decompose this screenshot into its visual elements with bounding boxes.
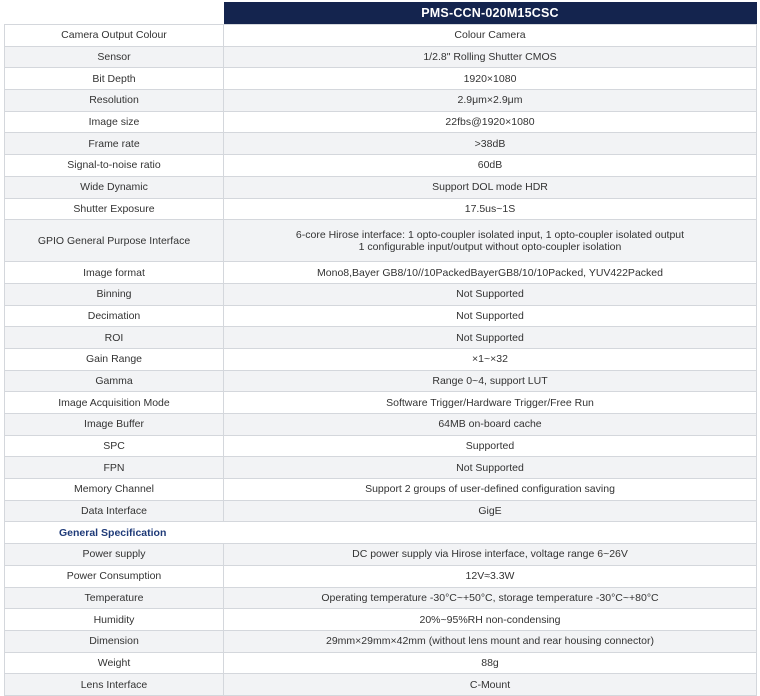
table-row: [5, 435, 757, 457]
spec-label: ROI: [5, 327, 224, 349]
spec-value: Supported: [224, 435, 757, 457]
table-row: [5, 674, 757, 696]
spec-value: 64MB on-board cache: [224, 414, 757, 436]
table-row: [5, 176, 757, 198]
table-row: [5, 587, 757, 609]
table-row: [5, 220, 757, 262]
spec-label: Decimation: [5, 305, 224, 327]
spec-label: Camera Output Colour: [5, 25, 224, 47]
spec-label: Resolution: [5, 90, 224, 112]
spec-label: Memory Channel: [5, 479, 224, 501]
spec-label: GPIO General Purpose Interface: [5, 220, 224, 262]
spec-value: C-Mount: [224, 674, 757, 696]
model-name-header: PMS-CCN-020M15CSC: [224, 2, 757, 25]
table-row: [5, 392, 757, 414]
section-row: [5, 522, 757, 544]
spec-table: [4, 2, 757, 696]
spec-value: 29mm×29mm×42mm (without lens mount and rear housing connector): [224, 630, 757, 652]
spec-value: 2.9μm×2.9μm: [224, 90, 757, 112]
table-row: [5, 348, 757, 370]
table-row: [5, 652, 757, 674]
table-row: [5, 457, 757, 479]
spec-label: Power Consumption: [5, 565, 224, 587]
spec-label: Gamma: [5, 370, 224, 392]
spec-value: >38dB: [224, 133, 757, 155]
spec-value-line: 1 configurable input/output without opto-coupler isolation: [358, 240, 622, 253]
table-row: [5, 283, 757, 305]
spec-label: FPN: [5, 457, 224, 479]
spec-value: ×1~×32: [224, 348, 757, 370]
table-row: [5, 25, 757, 47]
spec-value: DC power supply via Hirose interface, voltage range 6~26V: [224, 544, 757, 566]
spec-value: Colour Camera: [224, 25, 757, 47]
table-row: [5, 133, 757, 155]
spec-value: Not Supported: [224, 327, 757, 349]
spec-value: 1/2.8" Rolling Shutter CMOS: [224, 46, 757, 68]
spec-value: 20%~95%RH non-condensing: [224, 609, 757, 631]
spec-value: 60dB: [224, 155, 757, 177]
section-title: General Specification: [5, 522, 757, 544]
spec-value: Software Trigger/Hardware Trigger/Free Run: [224, 392, 757, 414]
spec-label: Weight: [5, 652, 224, 674]
header-blank-cell: [5, 2, 224, 25]
spec-value: 88g: [224, 652, 757, 674]
table-row: [5, 370, 757, 392]
table-row: [5, 327, 757, 349]
table-row: [5, 479, 757, 501]
spec-label: Sensor: [5, 46, 224, 68]
spec-value: Not Supported: [224, 283, 757, 305]
spec-value: GigE: [224, 500, 757, 522]
table-header-row: [5, 2, 757, 25]
spec-label: Wide Dynamic: [5, 176, 224, 198]
table-row: [5, 565, 757, 587]
table-row: [5, 414, 757, 436]
spec-label: Temperature: [5, 587, 224, 609]
table-row: [5, 198, 757, 220]
spec-label: Shutter Exposure: [5, 198, 224, 220]
spec-value-line: 6-core Hirose interface: 1 opto-coupler isolated input, 1 opto-coupler isolated output: [295, 228, 685, 241]
spec-value: Mono8,Bayer GB8/10//10PackedBayerGB8/10/10Packed, YUV422Packed: [224, 262, 757, 284]
spec-table-body: [5, 25, 757, 696]
table-row: [5, 262, 757, 284]
spec-label: Lens Interface: [5, 674, 224, 696]
spec-label: Image Buffer: [5, 414, 224, 436]
spec-label: Data Interface: [5, 500, 224, 522]
spec-value: Range 0~4, support LUT: [224, 370, 757, 392]
spec-label: Bit Depth: [5, 68, 224, 90]
spec-value: 1920×1080: [224, 68, 757, 90]
spec-label: Image size: [5, 111, 224, 133]
spec-label: Image format: [5, 262, 224, 284]
spec-label: Binning: [5, 283, 224, 305]
table-row: [5, 609, 757, 631]
spec-label: SPC: [5, 435, 224, 457]
table-row: [5, 630, 757, 652]
table-row: [5, 68, 757, 90]
table-row: [5, 90, 757, 112]
spec-value: Not Supported: [224, 305, 757, 327]
spec-value: Not Supported: [224, 457, 757, 479]
spec-label: Frame rate: [5, 133, 224, 155]
table-row: [5, 500, 757, 522]
spec-value: [224, 220, 757, 262]
table-row: [5, 305, 757, 327]
spec-value: 12V≈3.3W: [224, 565, 757, 587]
table-row: [5, 111, 757, 133]
spec-value: Support 2 groups of user-defined configuration saving: [224, 479, 757, 501]
table-row: [5, 46, 757, 68]
spec-label: Image Acquisition Mode: [5, 392, 224, 414]
spec-label: Humidity: [5, 609, 224, 631]
spec-label: Power supply: [5, 544, 224, 566]
table-row: [5, 544, 757, 566]
table-row: [5, 155, 757, 177]
spec-value: 17.5us~1S: [224, 198, 757, 220]
spec-label: Signal-to-noise ratio: [5, 155, 224, 177]
spec-value: Support DOL mode HDR: [224, 176, 757, 198]
spec-value: 22fbs@1920×1080: [224, 111, 757, 133]
spec-value: Operating temperature -30°C~+50°C, storage temperature -30°C~+80°C: [224, 587, 757, 609]
spec-label: Dimension: [5, 630, 224, 652]
spec-label: Gain Range: [5, 348, 224, 370]
